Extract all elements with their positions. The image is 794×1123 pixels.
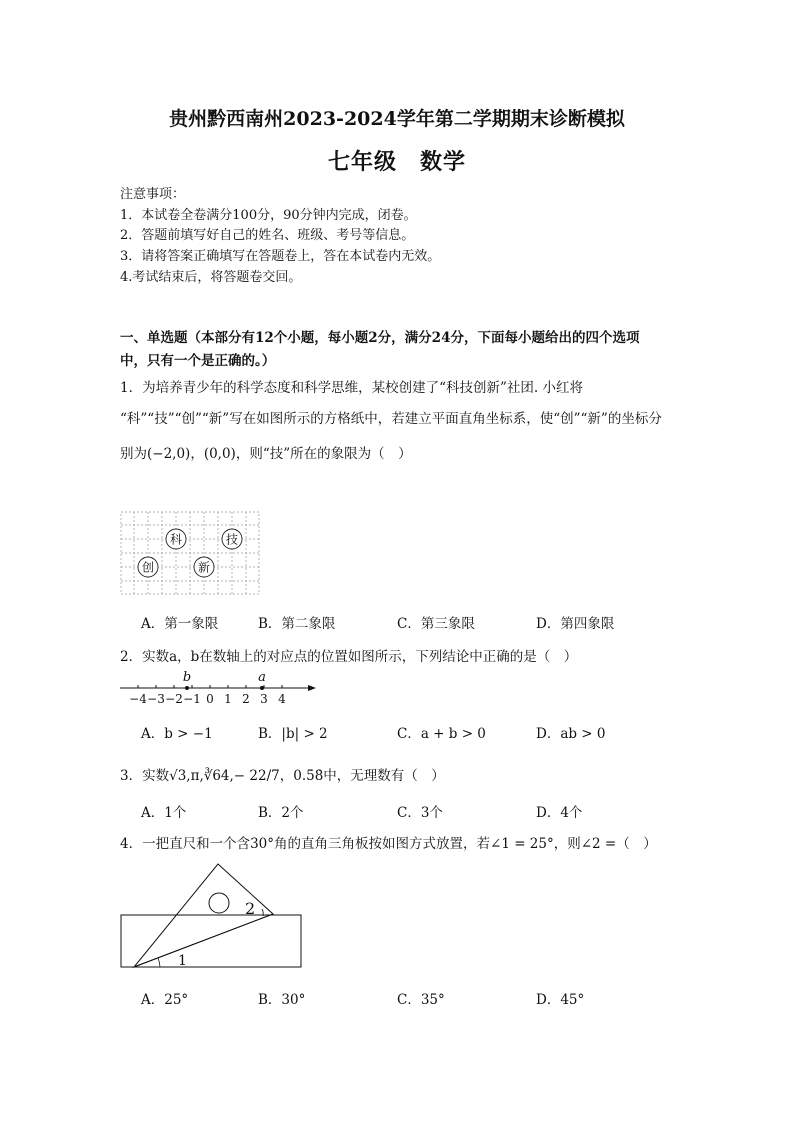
q1-grid-figure <box>121 512 261 596</box>
tick-label: 1 <box>224 692 232 706</box>
notes-heading: 注意事项： <box>120 187 186 202</box>
q3-option-c[interactable]: C．3个 <box>397 805 443 821</box>
tick-label: −1 <box>183 692 201 706</box>
exam-title: 贵州黔西南州2023-2024学年第二学期期末诊断模拟 <box>169 108 625 130</box>
section-heading-line1: 一、单选题（本部分有12个小题，每小题2分，满分24分，下面每小题给出的四个选项 <box>120 330 640 346</box>
tick-label: −4 <box>129 692 147 706</box>
q1-option-a[interactable]: A．第一象限 <box>141 616 219 632</box>
tick-label: 0 <box>206 692 214 706</box>
grid-label-xin: 新 <box>197 560 211 575</box>
q4-option-a[interactable]: A．25° <box>141 992 189 1008</box>
q2-option-c[interactable]: C．a + b > 0 <box>397 726 486 742</box>
note-item-3: 3．请将答案正确填写在答题卷上，答在本试卷内无效。 <box>120 249 441 264</box>
grid-label-ji: 技 <box>225 532 239 547</box>
q4-option-b[interactable]: B．30° <box>258 992 306 1008</box>
q4-option-c[interactable]: C．35° <box>397 992 445 1008</box>
q2-text: 2．实数a，b在数轴上的对应点的位置如图所示，下列结论中正确的是（ ） <box>120 649 578 665</box>
q1-line3: 别为(−2,0)，(0,0)，则“技”所在的象限为（ ） <box>120 446 412 462</box>
q4-option-d[interactable]: D．45° <box>536 992 585 1008</box>
note-item-1: 1．本试卷全卷满分100分，90分钟内完成，闭卷。 <box>120 208 417 223</box>
point-a-label: a <box>258 670 266 685</box>
q1-line2: “科”“技”“创”“新”写在如图所示的方格纸中，若建立平面直角坐标系，使“创”“新”的坐标分 <box>120 411 662 427</box>
section-heading-line2: 中，只有一个是正确的。） <box>120 353 276 369</box>
tick-label: −3 <box>147 692 165 706</box>
q4-text: 4．一把直尺和一个含30°角的直角三角板按如图方式放置，若∠1 = 25°，则∠2 =（ ） <box>120 836 657 852</box>
q3-option-b[interactable]: B．2个 <box>258 805 304 821</box>
exam-subtitle: 七年级 数学 <box>327 149 466 175</box>
angle-1-label: 1 <box>178 953 187 969</box>
grid-label-ke: 科 <box>169 532 183 547</box>
grid-label-chuang: 创 <box>141 560 155 575</box>
q2-number-line <box>120 668 320 708</box>
tick-label: −2 <box>165 692 183 706</box>
tick-label: 2 <box>242 692 250 706</box>
q3-text: 3．实数√3,π,∛64,− 22/7，0.5̇8̇中，无理数有（ ） <box>120 768 445 784</box>
q1-option-b[interactable]: B．第二象限 <box>258 616 336 632</box>
tick-label: 4 <box>278 692 286 706</box>
q3-option-a[interactable]: A．1个 <box>141 805 187 821</box>
tick-label: 3 <box>260 692 268 706</box>
angle-2-label: 2 <box>245 899 256 918</box>
q3-option-d[interactable]: D．4个 <box>536 805 583 821</box>
note-item-4: 4.考试结束后，将答题卷交回。 <box>120 270 302 285</box>
q2-option-a[interactable]: A．b > −1 <box>141 726 213 742</box>
q2-option-b[interactable]: B．|b| > 2 <box>258 726 328 742</box>
q2-option-d[interactable]: D．ab > 0 <box>536 726 606 742</box>
q1-line1: 1．为培养青少年的科学态度和科学思维，某校创建了“科技创新”社团. 小红将 <box>120 380 583 396</box>
q4-ruler-triangle-figure <box>120 862 305 972</box>
q1-option-c[interactable]: C．第三象限 <box>397 616 475 632</box>
q1-option-d[interactable]: D．第四象限 <box>536 616 615 632</box>
note-item-2: 2．答题前填写好自己的姓名、班级、考号等信息。 <box>120 228 415 243</box>
point-b-label: b <box>182 670 192 685</box>
